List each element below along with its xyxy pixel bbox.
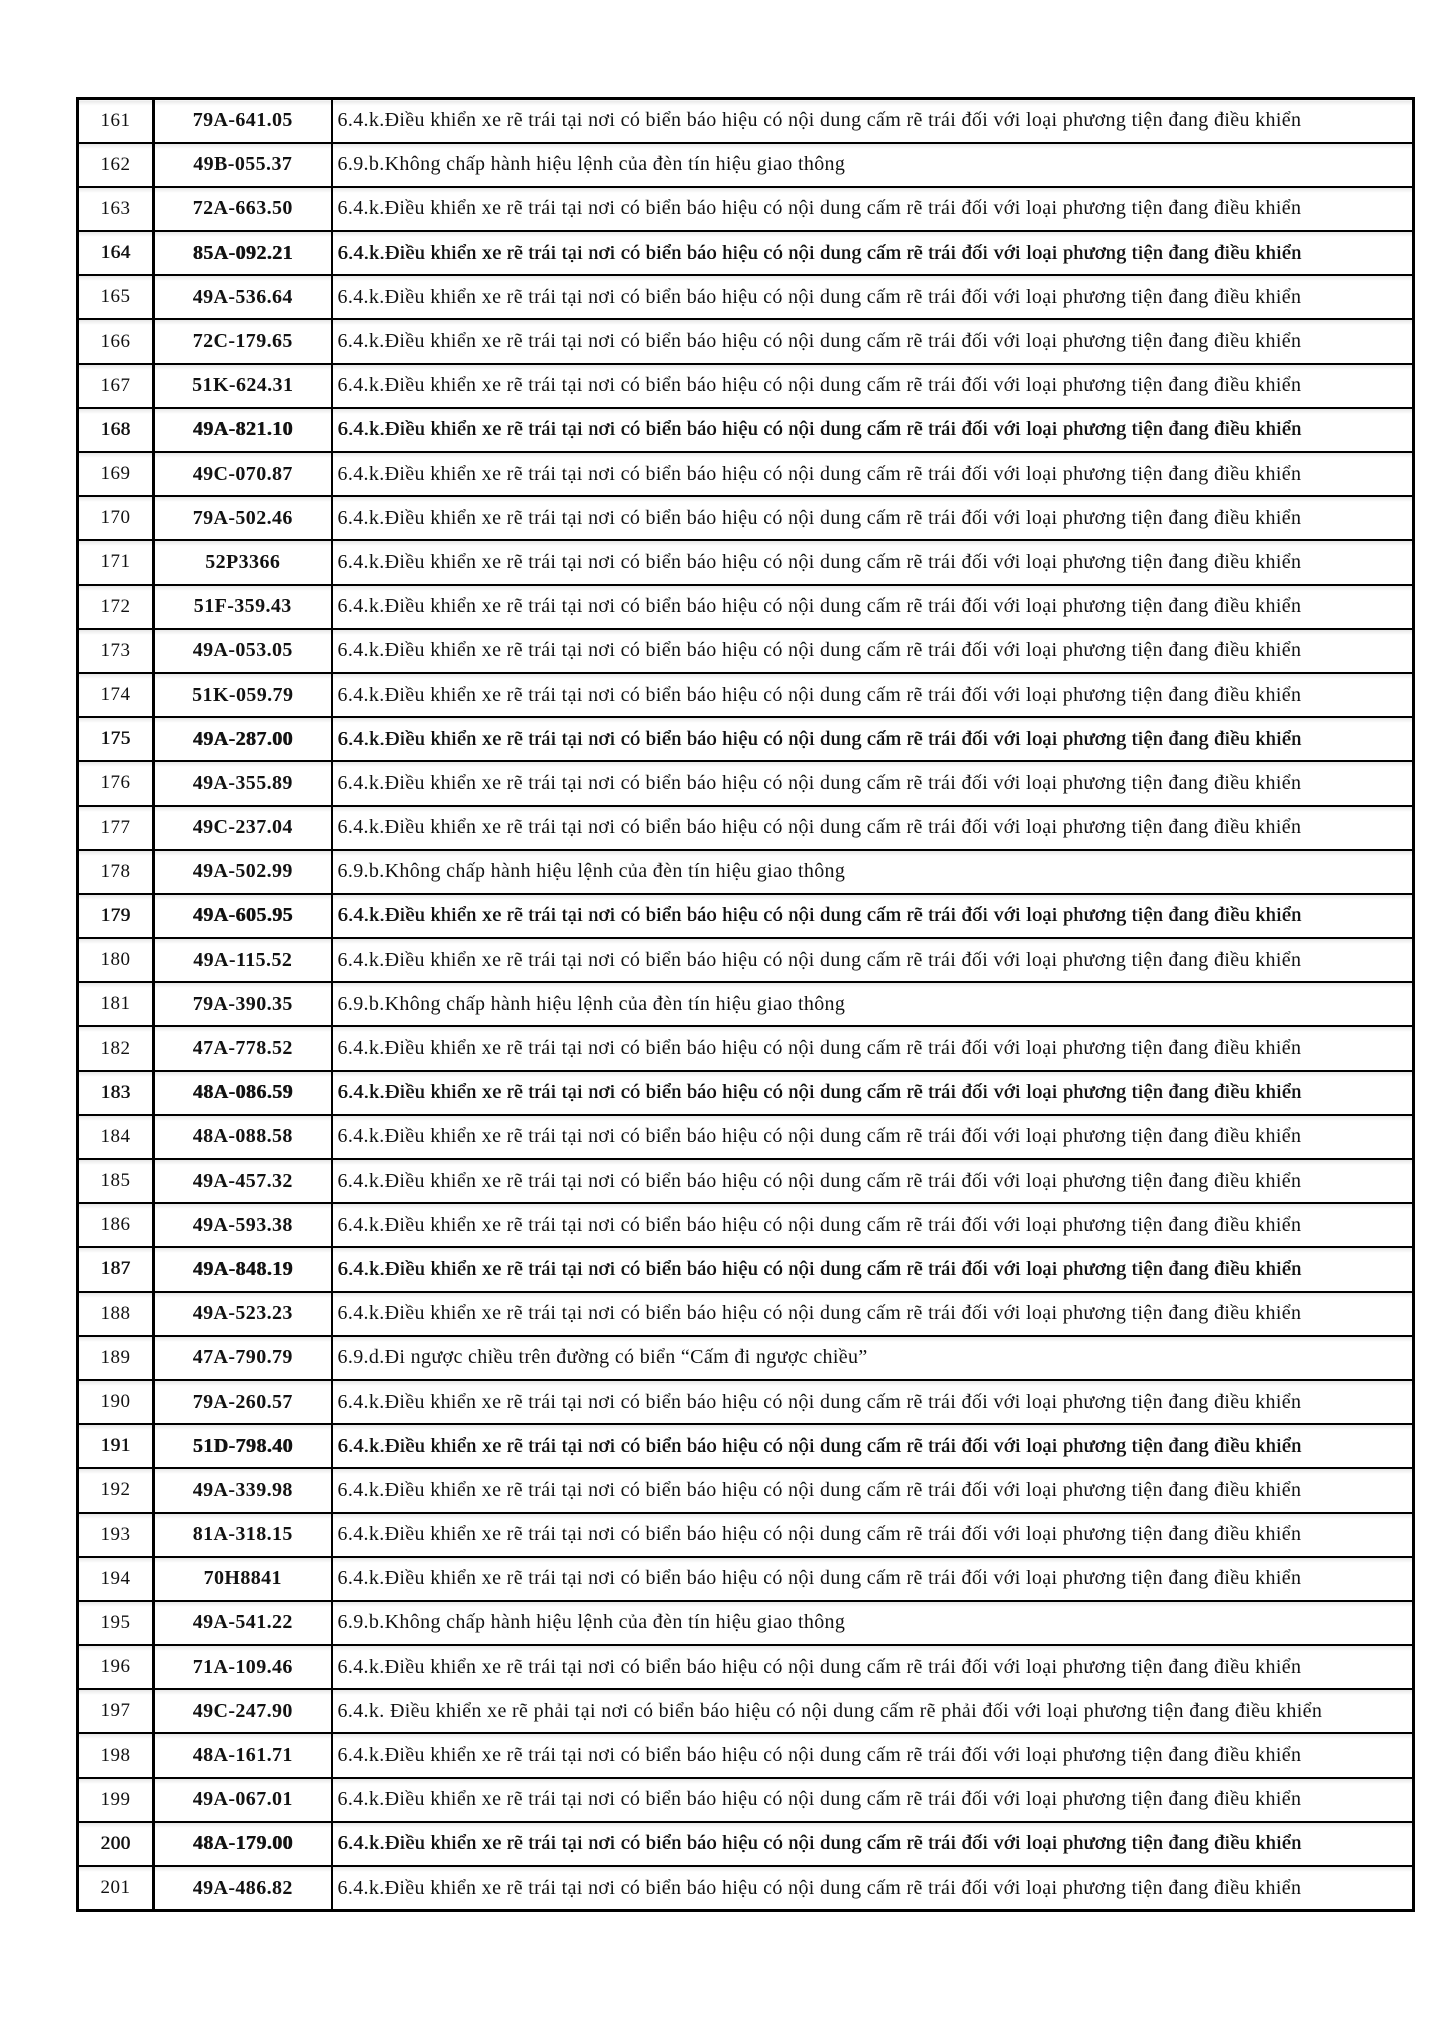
row-number-cell: 201 xyxy=(78,1866,154,1911)
row-number-cell: 165 xyxy=(78,275,154,319)
violation-text-cell: 6.4.k.Điều khiển xe rẽ trái tại nơi có biển báo hiệu có nội dung cấm rẽ trái đối với loại phương tiện đang điều khiển xyxy=(332,761,1414,805)
table-row xyxy=(78,894,1414,938)
license-plate-cell: 49A-536.64 xyxy=(154,275,332,319)
violation-text-cell: 6.4.k.Điều khiển xe rẽ trái tại nơi có biển báo hiệu có nội dung cấm rẽ trái đối với loại phương tiện đang điều khiển xyxy=(332,408,1414,452)
license-plate-cell: 49A-541.22 xyxy=(154,1601,332,1645)
table-row xyxy=(78,1778,1414,1822)
table-row xyxy=(78,982,1414,1026)
table-row xyxy=(78,761,1414,805)
license-plate-cell: 49A-457.32 xyxy=(154,1159,332,1203)
license-plate-cell: 51F-359.43 xyxy=(154,585,332,629)
table-row xyxy=(78,1866,1414,1911)
row-number-cell: 173 xyxy=(78,629,154,673)
row-number-cell: 186 xyxy=(78,1203,154,1247)
violation-text-cell: 6.4.k.Điều khiển xe rẽ trái tại nơi có biển báo hiệu có nội dung cấm rẽ trái đối với loại phương tiện đang điều khiển xyxy=(332,1071,1414,1115)
license-plate-cell: 51D-798.40 xyxy=(154,1424,332,1468)
table-row xyxy=(78,496,1414,540)
row-number-cell: 179 xyxy=(78,894,154,938)
license-plate-cell: 51K-059.79 xyxy=(154,673,332,717)
violation-text-cell: 6.4.k.Điều khiển xe rẽ trái tại nơi có biển báo hiệu có nội dung cấm rẽ trái đối với loại phương tiện đang điều khiển xyxy=(332,1778,1414,1822)
license-plate-cell: 48A-088.58 xyxy=(154,1115,332,1159)
row-number-cell: 189 xyxy=(78,1336,154,1380)
row-number-cell: 196 xyxy=(78,1645,154,1689)
license-plate-cell: 72C-179.65 xyxy=(154,319,332,363)
table-row xyxy=(78,319,1414,363)
table-row xyxy=(78,1071,1414,1115)
violation-text-cell: 6.4.k.Điều khiển xe rẽ trái tại nơi có biển báo hiệu có nội dung cấm rẽ trái đối với loại phương tiện đang điều khiển xyxy=(332,1513,1414,1557)
license-plate-cell: 49A-355.89 xyxy=(154,761,332,805)
table-row xyxy=(78,408,1414,452)
row-number-cell: 167 xyxy=(78,364,154,408)
table-body xyxy=(78,99,1414,1911)
violation-text-cell: 6.4.k.Điều khiển xe rẽ trái tại nơi có biển báo hiệu có nội dung cấm rẽ trái đối với loại phương tiện đang điều khiển xyxy=(332,319,1414,363)
violation-text-cell: 6.4.k.Điều khiển xe rẽ trái tại nơi có biển báo hiệu có nội dung cấm rẽ trái đối với loại phương tiện đang điều khiển xyxy=(332,717,1414,761)
row-number-cell: 176 xyxy=(78,761,154,805)
violation-text-cell: 6.4.k.Điều khiển xe rẽ trái tại nơi có biển báo hiệu có nội dung cấm rẽ trái đối với loại phương tiện đang điều khiển xyxy=(332,1115,1414,1159)
violation-text-cell: 6.4.k.Điều khiển xe rẽ trái tại nơi có biển báo hiệu có nội dung cấm rẽ trái đối với loại phương tiện đang điều khiển xyxy=(332,1247,1414,1291)
violation-text-cell: 6.4.k.Điều khiển xe rẽ trái tại nơi có biển báo hiệu có nội dung cấm rẽ trái đối với loại phương tiện đang điều khiển xyxy=(332,1203,1414,1247)
table-row xyxy=(78,850,1414,894)
row-number-cell: 182 xyxy=(78,1026,154,1070)
table-row xyxy=(78,1115,1414,1159)
table-row xyxy=(78,452,1414,496)
table-row xyxy=(78,1159,1414,1203)
table-row xyxy=(78,1336,1414,1380)
license-plate-cell: 79A-390.35 xyxy=(154,982,332,1026)
table-row xyxy=(78,275,1414,319)
license-plate-cell: 79A-641.05 xyxy=(154,99,332,143)
row-number-cell: 193 xyxy=(78,1513,154,1557)
row-number-cell: 188 xyxy=(78,1292,154,1336)
row-number-cell: 199 xyxy=(78,1778,154,1822)
license-plate-cell: 70H8841 xyxy=(154,1557,332,1601)
row-number-cell: 198 xyxy=(78,1733,154,1777)
license-plate-cell: 49A-115.52 xyxy=(154,938,332,982)
table-row xyxy=(78,1645,1414,1689)
violation-text-cell: 6.4.k.Điều khiển xe rẽ trái tại nơi có biển báo hiệu có nội dung cấm rẽ trái đối với loại phương tiện đang điều khiển xyxy=(332,452,1414,496)
table-row xyxy=(78,1513,1414,1557)
row-number-cell: 164 xyxy=(78,231,154,275)
license-plate-cell: 49C-237.04 xyxy=(154,806,332,850)
violation-text-cell: 6.9.b.Không chấp hành hiệu lệnh của đèn tín hiệu giao thông xyxy=(332,982,1414,1026)
row-number-cell: 174 xyxy=(78,673,154,717)
violation-text-cell: 6.4.k.Điều khiển xe rẽ trái tại nơi có biển báo hiệu có nội dung cấm rẽ trái đối với loại phương tiện đang điều khiển xyxy=(332,1026,1414,1070)
row-number-cell: 169 xyxy=(78,452,154,496)
license-plate-cell: 51K-624.31 xyxy=(154,364,332,408)
license-plate-cell: 49A-821.10 xyxy=(154,408,332,452)
row-number-cell: 172 xyxy=(78,585,154,629)
violation-text-cell: 6.4.k.Điều khiển xe rẽ trái tại nơi có biển báo hiệu có nội dung cấm rẽ trái đối với loại phương tiện đang điều khiển xyxy=(332,894,1414,938)
violation-text-cell: 6.4.k.Điều khiển xe rẽ trái tại nơi có biển báo hiệu có nội dung cấm rẽ trái đối với loại phương tiện đang điều khiển xyxy=(332,1424,1414,1468)
license-plate-cell: 49A-339.98 xyxy=(154,1468,332,1512)
violation-text-cell: 6.4.k.Điều khiển xe rẽ trái tại nơi có biển báo hiệu có nội dung cấm rẽ trái đối với loại phương tiện đang điều khiển xyxy=(332,585,1414,629)
row-number-cell: 175 xyxy=(78,717,154,761)
table-row xyxy=(78,1733,1414,1777)
violation-text-cell: 6.4.k.Điều khiển xe rẽ trái tại nơi có biển báo hiệu có nội dung cấm rẽ trái đối với loại phương tiện đang điều khiển xyxy=(332,1468,1414,1512)
violation-text-cell: 6.4.k.Điều khiển xe rẽ trái tại nơi có biển báo hiệu có nội dung cấm rẽ trái đối với loại phương tiện đang điều khiển xyxy=(332,1292,1414,1336)
license-plate-cell: 47A-790.79 xyxy=(154,1336,332,1380)
row-number-cell: 190 xyxy=(78,1380,154,1424)
license-plate-cell: 49A-848.19 xyxy=(154,1247,332,1291)
row-number-cell: 184 xyxy=(78,1115,154,1159)
violation-text-cell: 6.4.k.Điều khiển xe rẽ trái tại nơi có biển báo hiệu có nội dung cấm rẽ trái đối với loại phương tiện đang điều khiển xyxy=(332,673,1414,717)
violation-text-cell: 6.4.k.Điều khiển xe rẽ trái tại nơi có biển báo hiệu có nội dung cấm rẽ trái đối với loại phương tiện đang điều khiển xyxy=(332,187,1414,231)
row-number-cell: 170 xyxy=(78,496,154,540)
table-row xyxy=(78,938,1414,982)
violations-table xyxy=(76,97,1415,1912)
license-plate-cell: 49C-247.90 xyxy=(154,1689,332,1733)
table-row xyxy=(78,143,1414,187)
violation-text-cell: 6.9.d.Đi ngược chiều trên đường có biển “Cấm đi ngược chiều” xyxy=(332,1336,1414,1380)
violation-text-cell: 6.9.b.Không chấp hành hiệu lệnh của đèn tín hiệu giao thông xyxy=(332,143,1414,187)
row-number-cell: 180 xyxy=(78,938,154,982)
violation-text-cell: 6.4.k. Điều khiển xe rẽ phải tại nơi có biển báo hiệu có nội dung cấm rẽ phải đối với loại phương tiện đang điều khiển xyxy=(332,1689,1414,1733)
row-number-cell: 181 xyxy=(78,982,154,1026)
violation-text-cell: 6.4.k.Điều khiển xe rẽ trái tại nơi có biển báo hiệu có nội dung cấm rẽ trái đối với loại phương tiện đang điều khiển xyxy=(332,938,1414,982)
row-number-cell: 197 xyxy=(78,1689,154,1733)
violation-text-cell: 6.4.k.Điều khiển xe rẽ trái tại nơi có biển báo hiệu có nội dung cấm rẽ trái đối với loại phương tiện đang điều khiển xyxy=(332,1159,1414,1203)
violation-text-cell: 6.4.k.Điều khiển xe rẽ trái tại nơi có biển báo hiệu có nội dung cấm rẽ trái đối với loại phương tiện đang điều khiển xyxy=(332,629,1414,673)
violation-text-cell: 6.4.k.Điều khiển xe rẽ trái tại nơi có biển báo hiệu có nội dung cấm rẽ trái đối với loại phương tiện đang điều khiển xyxy=(332,1733,1414,1777)
license-plate-cell: 49A-053.05 xyxy=(154,629,332,673)
violation-text-cell: 6.4.k.Điều khiển xe rẽ trái tại nơi có biển báo hiệu có nội dung cấm rẽ trái đối với loại phương tiện đang điều khiển xyxy=(332,540,1414,584)
violation-text-cell: 6.9.b.Không chấp hành hiệu lệnh của đèn tín hiệu giao thông xyxy=(332,850,1414,894)
row-number-cell: 191 xyxy=(78,1424,154,1468)
table-row xyxy=(78,187,1414,231)
row-number-cell: 162 xyxy=(78,143,154,187)
table-row xyxy=(78,673,1414,717)
license-plate-cell: 49A-486.82 xyxy=(154,1866,332,1911)
row-number-cell: 161 xyxy=(78,99,154,143)
license-plate-cell: 49A-605.95 xyxy=(154,894,332,938)
table-row xyxy=(78,629,1414,673)
license-plate-cell: 85A-092.21 xyxy=(154,231,332,275)
row-number-cell: 171 xyxy=(78,540,154,584)
table-row xyxy=(78,1822,1414,1866)
license-plate-cell: 49A-067.01 xyxy=(154,1778,332,1822)
row-number-cell: 166 xyxy=(78,319,154,363)
license-plate-cell: 52P3366 xyxy=(154,540,332,584)
violation-text-cell: 6.4.k.Điều khiển xe rẽ trái tại nơi có biển báo hiệu có nội dung cấm rẽ trái đối với loại phương tiện đang điều khiển xyxy=(332,806,1414,850)
table-row xyxy=(78,1247,1414,1291)
row-number-cell: 183 xyxy=(78,1071,154,1115)
row-number-cell: 194 xyxy=(78,1557,154,1601)
table-row xyxy=(78,717,1414,761)
violation-text-cell: 6.4.k.Điều khiển xe rẽ trái tại nơi có biển báo hiệu có nội dung cấm rẽ trái đối với loại phương tiện đang điều khiển xyxy=(332,275,1414,319)
row-number-cell: 178 xyxy=(78,850,154,894)
table-row xyxy=(78,1380,1414,1424)
license-plate-cell: 81A-318.15 xyxy=(154,1513,332,1557)
row-number-cell: 163 xyxy=(78,187,154,231)
row-number-cell: 195 xyxy=(78,1601,154,1645)
table-row xyxy=(78,1689,1414,1733)
row-number-cell: 187 xyxy=(78,1247,154,1291)
license-plate-cell: 79A-260.57 xyxy=(154,1380,332,1424)
license-plate-cell: 48A-179.00 xyxy=(154,1822,332,1866)
violation-text-cell: 6.4.k.Điều khiển xe rẽ trái tại nơi có biển báo hiệu có nội dung cấm rẽ trái đối với loại phương tiện đang điều khiển xyxy=(332,99,1414,143)
table-row xyxy=(78,231,1414,275)
license-plate-cell: 49A-502.99 xyxy=(154,850,332,894)
table-row xyxy=(78,364,1414,408)
license-plate-cell: 48A-161.71 xyxy=(154,1733,332,1777)
license-plate-cell: 79A-502.46 xyxy=(154,496,332,540)
table-row xyxy=(78,1292,1414,1336)
license-plate-cell: 49B-055.37 xyxy=(154,143,332,187)
violation-text-cell: 6.9.b.Không chấp hành hiệu lệnh của đèn tín hiệu giao thông xyxy=(332,1601,1414,1645)
table-row xyxy=(78,806,1414,850)
table-row xyxy=(78,1601,1414,1645)
license-plate-cell: 48A-086.59 xyxy=(154,1071,332,1115)
violation-text-cell: 6.4.k.Điều khiển xe rẽ trái tại nơi có biển báo hiệu có nội dung cấm rẽ trái đối với loại phương tiện đang điều khiển xyxy=(332,1557,1414,1601)
table-row xyxy=(78,585,1414,629)
table-row xyxy=(78,99,1414,143)
row-number-cell: 168 xyxy=(78,408,154,452)
violation-text-cell: 6.4.k.Điều khiển xe rẽ trái tại nơi có biển báo hiệu có nội dung cấm rẽ trái đối với loại phương tiện đang điều khiển xyxy=(332,1822,1414,1866)
row-number-cell: 185 xyxy=(78,1159,154,1203)
row-number-cell: 177 xyxy=(78,806,154,850)
license-plate-cell: 72A-663.50 xyxy=(154,187,332,231)
violation-text-cell: 6.4.k.Điều khiển xe rẽ trái tại nơi có biển báo hiệu có nội dung cấm rẽ trái đối với loại phương tiện đang điều khiển xyxy=(332,496,1414,540)
table-row xyxy=(78,1203,1414,1247)
license-plate-cell: 49C-070.87 xyxy=(154,452,332,496)
table-row xyxy=(78,1026,1414,1070)
row-number-cell: 200 xyxy=(78,1822,154,1866)
row-number-cell: 192 xyxy=(78,1468,154,1512)
license-plate-cell: 71A-109.46 xyxy=(154,1645,332,1689)
violation-text-cell: 6.4.k.Điều khiển xe rẽ trái tại nơi có biển báo hiệu có nội dung cấm rẽ trái đối với loại phương tiện đang điều khiển xyxy=(332,1380,1414,1424)
violation-text-cell: 6.4.k.Điều khiển xe rẽ trái tại nơi có biển báo hiệu có nội dung cấm rẽ trái đối với loại phương tiện đang điều khiển xyxy=(332,364,1414,408)
table-row xyxy=(78,1557,1414,1601)
license-plate-cell: 49A-593.38 xyxy=(154,1203,332,1247)
table-row xyxy=(78,1468,1414,1512)
violation-text-cell: 6.4.k.Điều khiển xe rẽ trái tại nơi có biển báo hiệu có nội dung cấm rẽ trái đối với loại phương tiện đang điều khiển xyxy=(332,231,1414,275)
violation-text-cell: 6.4.k.Điều khiển xe rẽ trái tại nơi có biển báo hiệu có nội dung cấm rẽ trái đối với loại phương tiện đang điều khiển xyxy=(332,1866,1414,1911)
license-plate-cell: 47A-778.52 xyxy=(154,1026,332,1070)
violation-text-cell: 6.4.k.Điều khiển xe rẽ trái tại nơi có biển báo hiệu có nội dung cấm rẽ trái đối với loại phương tiện đang điều khiển xyxy=(332,1645,1414,1689)
license-plate-cell: 49A-287.00 xyxy=(154,717,332,761)
table-row xyxy=(78,1424,1414,1468)
license-plate-cell: 49A-523.23 xyxy=(154,1292,332,1336)
table-row xyxy=(78,540,1414,584)
